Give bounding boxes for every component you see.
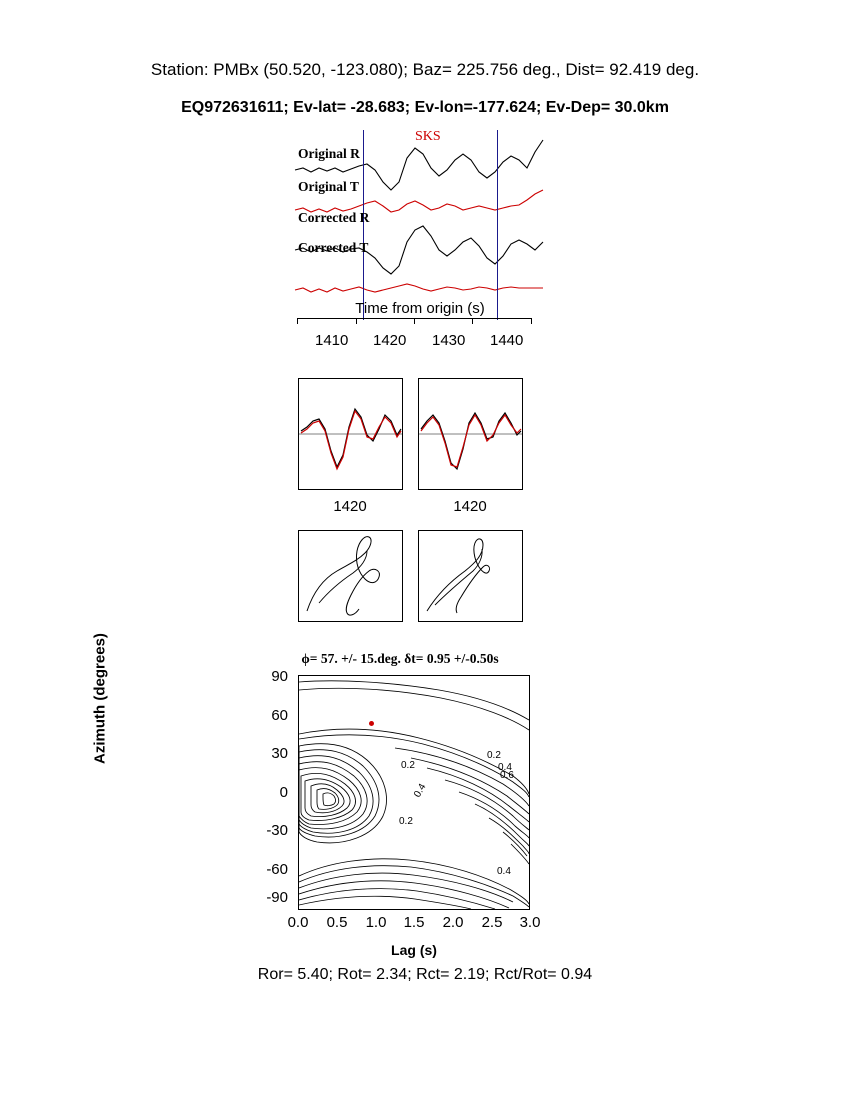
contour-y-tick-label: 60: [271, 707, 288, 724]
trace-label-corrected-r: Corrected R: [298, 210, 370, 225]
contour-label: 0.6: [500, 770, 514, 781]
overlay-waveform-left-plot: [299, 379, 402, 489]
time-tick-label: 1440: [490, 332, 524, 349]
contour-x-axis-title: Lag (s): [391, 942, 437, 958]
contour-x-tick-label: 0.5: [326, 914, 348, 931]
time-axis-title: Time from origin (s): [355, 300, 485, 317]
time-tick-label: 1430: [432, 332, 466, 349]
trace-label-original-t: Original T: [298, 179, 359, 194]
overlay-waveform-left-label: 1420: [333, 498, 367, 515]
time-tick-label: 1420: [373, 332, 407, 349]
particle-motion-left-plot: [299, 531, 402, 621]
contour-y-tick-label: -60: [266, 861, 288, 878]
time-tick-label: 1410: [315, 332, 349, 349]
ratio-summary-footer: Ror= 5.40; Rot= 2.34; Rct= 2.19; Rct/Rot= 0.94: [257, 966, 593, 983]
best-fit-marker: [369, 721, 374, 726]
trace-label-corrected-t: Corrected T: [298, 240, 369, 255]
contour-label: 0.2: [487, 750, 501, 761]
contour-label: 0.2: [401, 760, 415, 771]
overlay-waveform-right-plot: [419, 379, 522, 489]
contour-label: 0.4: [498, 762, 512, 773]
contour-y-tick-label: -30: [266, 822, 288, 839]
trace-label-original-r: Original R: [298, 146, 360, 161]
event-header-line: EQ972631611; Ev-lat= -28.683; Ev-lon=-177.624; Ev-Dep= 30.0km: [181, 99, 669, 116]
contour-y-tick-label: 90: [271, 668, 288, 685]
overlay-waveform-box-left: [298, 378, 403, 490]
time-tick: [356, 318, 357, 324]
contour-x-tick-label: 2.0: [442, 914, 464, 931]
contour-title: ϕ= 57. +/- 15.deg. δt= 0.95 +/-0.50s: [301, 651, 499, 666]
contour-x-tick-label: 1.5: [403, 914, 425, 931]
contour-y-tick-label: -90: [266, 889, 288, 906]
particle-motion-right-plot: [419, 531, 522, 621]
time-tick: [414, 318, 415, 324]
contour-x-tick-label: 2.5: [481, 914, 503, 931]
contour-x-tick-label: 3.0: [519, 914, 541, 931]
particle-motion-box-left: [298, 530, 403, 622]
contour-label: 0.2: [399, 816, 413, 827]
contour-plot: [298, 675, 530, 910]
contour-y-axis-title: Azimuth (degrees): [91, 633, 109, 764]
sks-phase-label: SKS: [415, 129, 441, 144]
overlay-waveform-right-label: 1420: [453, 498, 487, 515]
contour-lines: [299, 676, 529, 909]
time-tick: [472, 318, 473, 324]
station-header-line: Station: PMBx (50.520, -123.080); Baz= 225.756 deg., Dist= 92.419 deg.: [150, 60, 700, 79]
contour-label: 0.4: [497, 866, 511, 877]
contour-x-tick-label: 0.0: [287, 914, 309, 931]
contour-label: 0.4: [412, 781, 429, 800]
time-tick: [297, 318, 298, 324]
contour-y-tick-label: 0: [279, 784, 288, 801]
particle-motion-box-right: [418, 530, 523, 622]
overlay-waveform-box-right: [418, 378, 523, 490]
time-tick: [531, 318, 532, 324]
window-end-marker: [497, 130, 498, 320]
contour-x-tick-label: 1.0: [365, 914, 387, 931]
contour-y-tick-label: 30: [271, 745, 288, 762]
waveform-panel: [285, 130, 545, 360]
